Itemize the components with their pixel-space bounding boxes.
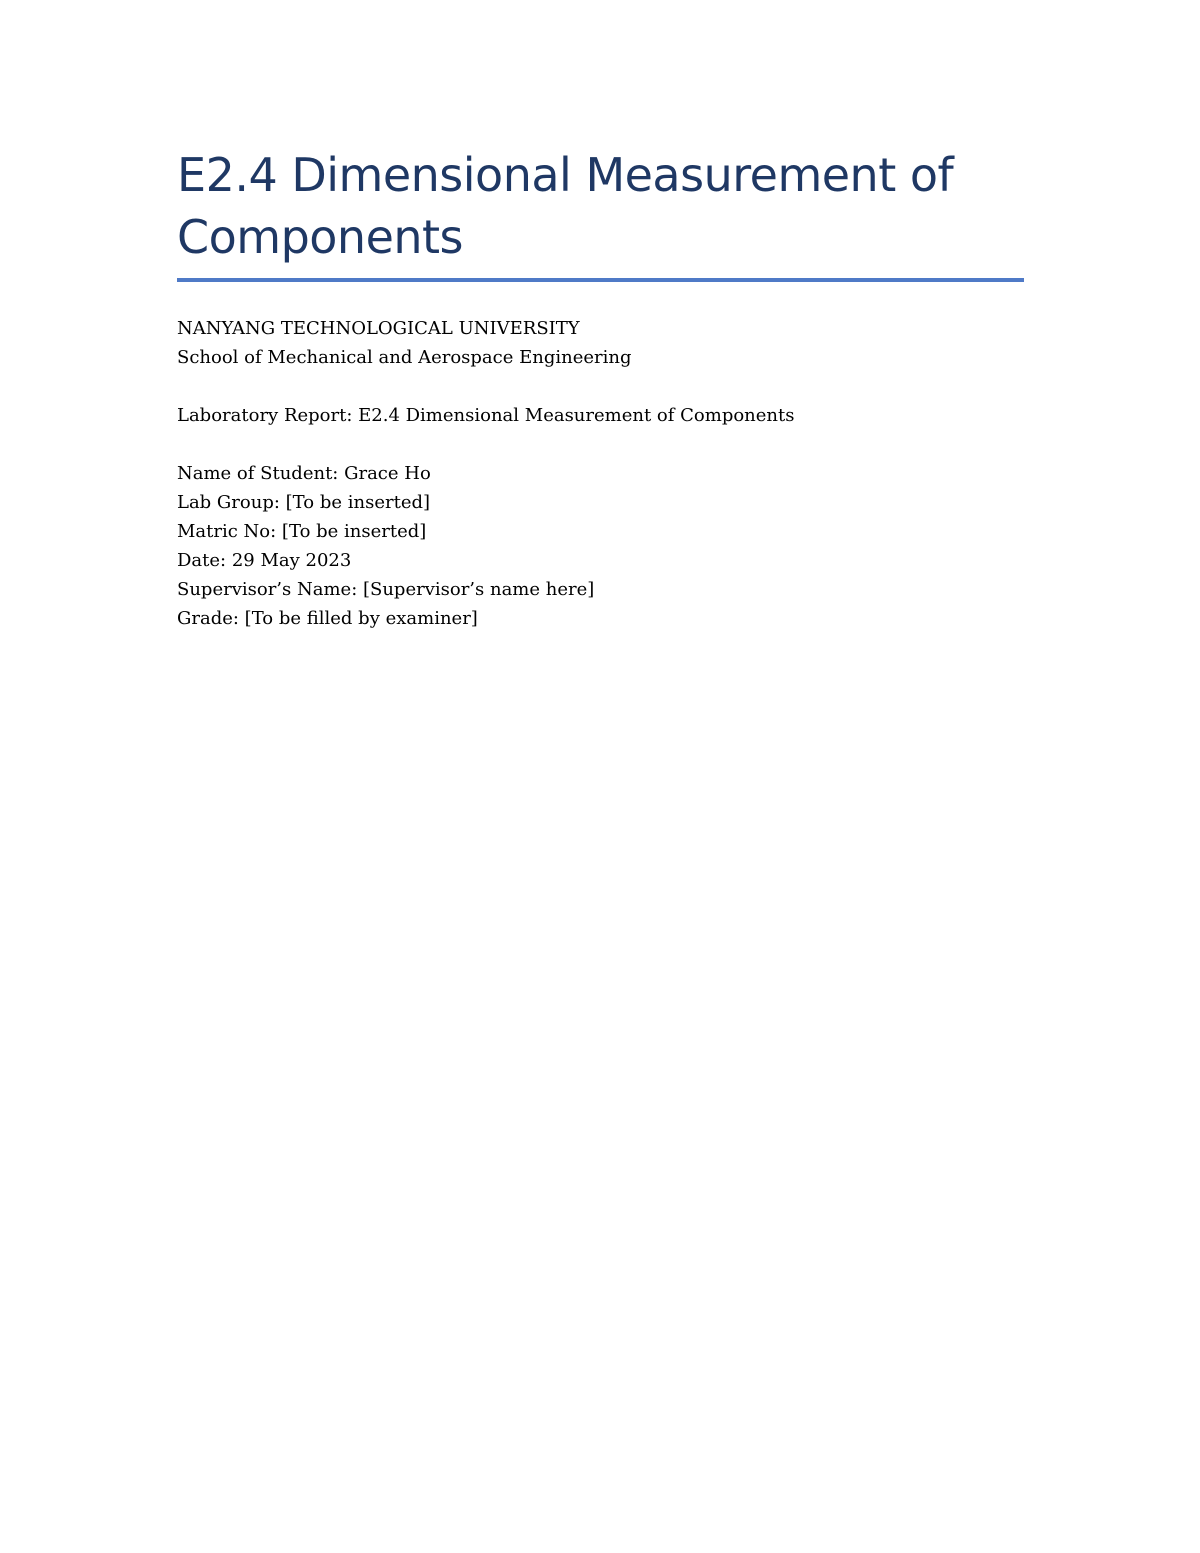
- cover-content: [177, 144, 1024, 633]
- spacer: [177, 430, 1024, 459]
- report-title: Laboratory Report: E2.4 Dimensional Measurement of Components: [177, 405, 795, 426]
- student-name: Name of Student: Grace Ho: [177, 463, 431, 484]
- matric-number: Matric No: [To be inserted]: [177, 521, 427, 542]
- title-underline: [177, 278, 1024, 282]
- university-name: NANYANG TECHNOLOGICAL UNIVERSITY: [177, 318, 580, 339]
- supervisor-name: Supervisor’s Name: [Supervisor’s name here]: [177, 579, 595, 600]
- lab-group: Lab Group: [To be inserted]: [177, 492, 431, 513]
- report-date: Date: 29 May 2023: [177, 550, 352, 571]
- cover-details: [177, 314, 1024, 633]
- document-title: E2.4 Dimensional Measurement of Components: [177, 148, 954, 264]
- grade: Grade: [To be filled by examiner]: [177, 608, 478, 629]
- spacer: [177, 372, 1024, 401]
- school-name: School of Mechanical and Aerospace Engineering: [177, 347, 632, 368]
